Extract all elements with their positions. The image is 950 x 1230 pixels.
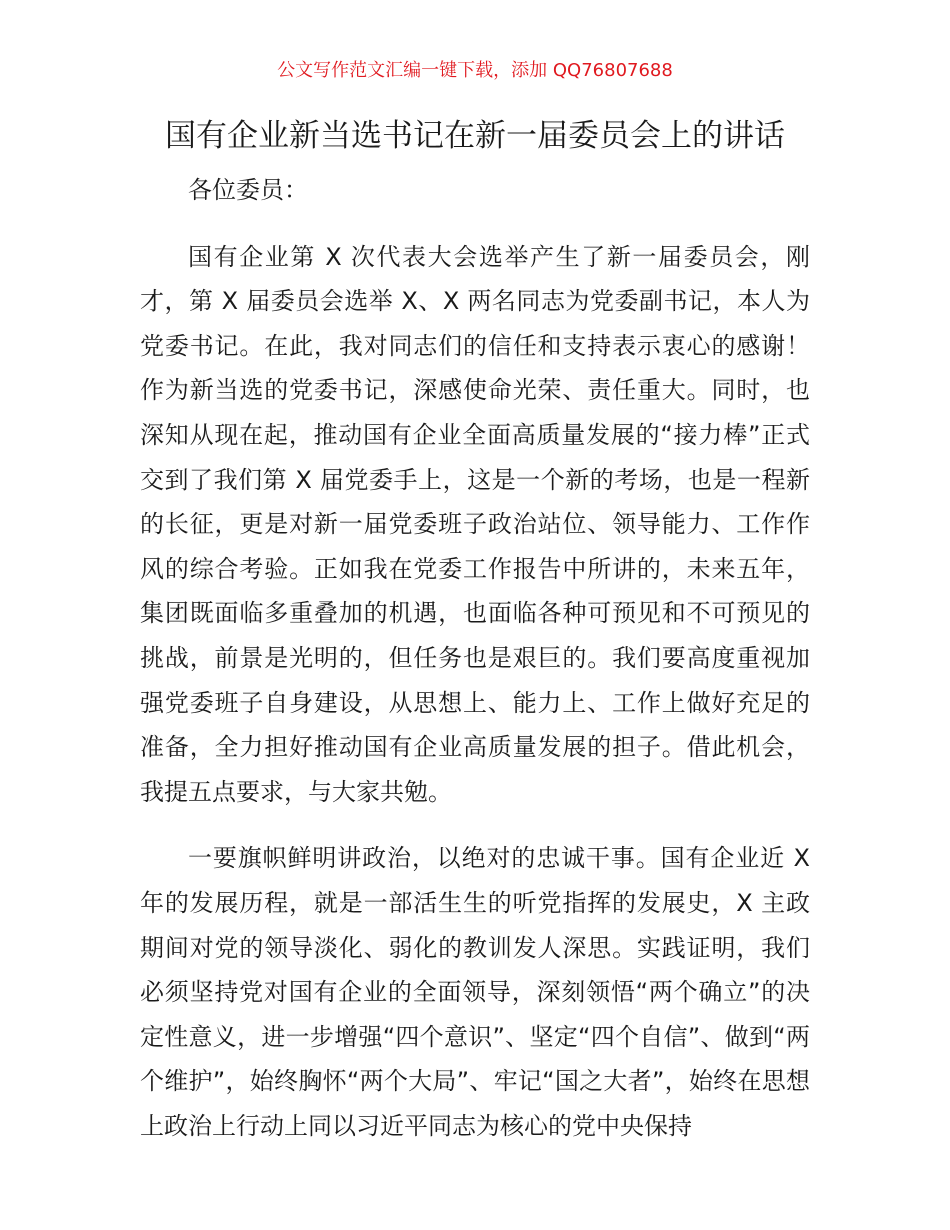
document-title: 国有企业新当选书记在新一届委员会上的讲话	[165, 118, 785, 154]
document-body	[140, 168, 810, 1148]
paragraph-introduction: 国有企业第 X 次代表大会选举产生了新一届委员会，刚才，第 X 届委员会选举 X、X 两名同志为党委副书记，本人为党委书记。在此，我对同志们的信任和支持表示衷心的感谢！作为新当选的党委书记，深感使命光荣、责任重大。同时，也深知从现在起，推动国有企业全面高质量发展的“接力棒”正式交到了我们第 X 届党委手上，这是一个新的考场，也是一程新的长征，更是对新一届党委班子政治站位、领导能力、工作作风的综合考验。正如我在党委工作报告中所讲的，未来五年，集团既面临多重叠加的机遇，也面临各种可预见和不可预见的挑战，前景是光明的，但任务也是艰巨的。我们要高度重视加强党委班子自身建设，从思想上、能力上、工作上做好充足的准备，全力担好推动国有企业高质量发展的担子。借此机会，我提五点要求，与大家共勉。	[140, 242, 810, 806]
download-promo-note: 公文写作范文汇编一键下载，添加 QQ76807688	[277, 60, 673, 81]
paragraph-requirement-one: 一要旗帜鲜明讲政治，以绝对的忠诚干事。国有企业近 X 年的发展历程，就是一部活生生的听党指挥的发展史，X 主政期间对党的领导淡化、弱化的教训发人深思。实践证明，我们必须坚持党对国有企业的全面领导，深刻领悟“两个确立”的决定性意义，进一步增强“四个意识”、坚定“四个自信”、做到“两个维护”，始终胸怀“两个大局”、牢记“国之大者”，始终在思想上政治上行动上同以习近平同志为核心的党中央保持	[140, 844, 810, 1140]
salutation: 各位委员：	[188, 176, 308, 204]
